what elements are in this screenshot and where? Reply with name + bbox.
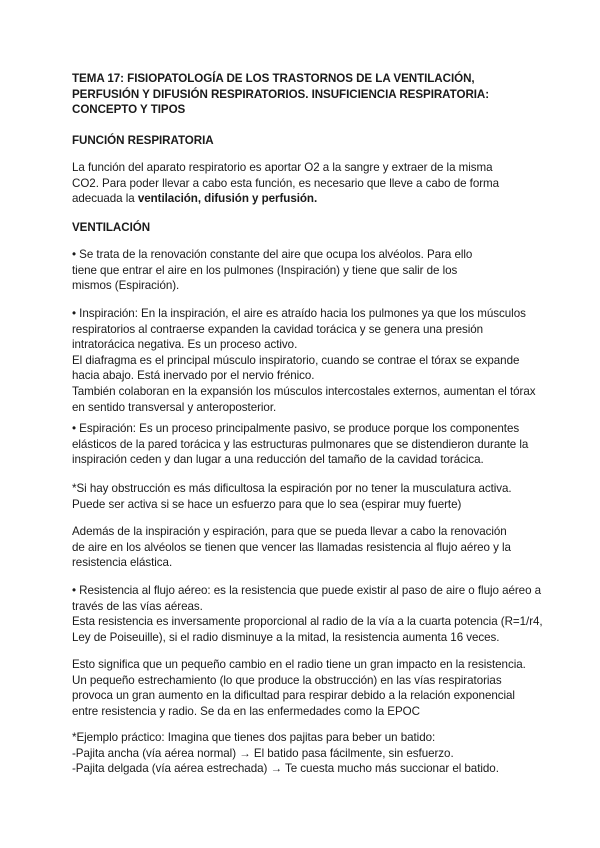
text-line: CO2. Para poder llevar a cabo esta función, es necesario que lleve a cabo de forma bbox=[72, 176, 500, 190]
text-line: El diafragma es el principal músculo inspiratorio, cuando se contrae el tórax se expande bbox=[72, 353, 520, 367]
text-line: respiratorios al contraerse expanden la cavidad torácica y se genera una presión bbox=[72, 322, 484, 336]
text-line: *Ejemplo práctico: Imagina que tienes dos pajitas para beber un batido: bbox=[72, 731, 436, 744]
bold-text: ventilación, difusión y perfusión. bbox=[137, 192, 318, 206]
paragraph-funcion bbox=[72, 160, 542, 207]
paragraph-significado bbox=[72, 657, 542, 719]
text-line: Además de la inspiración y espiración, para que se pueda llevar a cabo la renovación bbox=[72, 525, 507, 538]
text-line: Esta resistencia es inversamente proporcional al radio de la vía a la cuarta potencia (R=1/r4, bbox=[72, 615, 543, 629]
text-line: inspiración ceden y dan lugar a una reducción del tamaño de la cavidad torácica. bbox=[72, 453, 484, 467]
text-line: • Espiración: Es un proceso principalmente pasivo, se produce porque los componentes bbox=[72, 422, 520, 435]
heading-ventilacion: VENTILACIÓN bbox=[72, 221, 151, 234]
paragraph-ejemplo-practico bbox=[72, 730, 542, 777]
title-line: TEMA 17: FISIOPATOLOGÍA DE LOS TRASTORNOS DE LA VENTILACIÓN, bbox=[72, 72, 475, 85]
text-line: elásticos de la pared torácica y las estructuras pulmonares que se distendieron durante la bbox=[72, 437, 529, 451]
text-line: • Se trata de la renovación constante del aire que ocupa los alvéolos. Para ello bbox=[72, 248, 473, 261]
text-line: • Resistencia al flujo aéreo: es la resistencia que puede existir al paso de aire o flujo aéreo a bbox=[72, 584, 542, 597]
text-line: de aire en los alvéolos se tienen que vencer las llamadas resistencia al flujo aéreo y la bbox=[72, 540, 511, 554]
text-line: -Pajita delgada (vía aérea estrechada) → Te cuesta mucho más succionar el batido. bbox=[72, 762, 499, 776]
text-line: Puede ser activa si se hace un esfuerzo para que lo sea (espirar muy fuerte) bbox=[72, 497, 462, 511]
text-line: hacia abajo. Está inervado por el nervio frénico. bbox=[72, 369, 315, 383]
title-line: PERFUSIÓN Y DIFUSIÓN RESPIRATORIOS. INSUFICIENCIA RESPIRATORIA: bbox=[72, 87, 490, 101]
text-line: Ley de Poiseuille), si el radio disminuye a la mitad, la resistencia aumenta 16 veces. bbox=[72, 630, 500, 644]
text-line: La función del aparato respiratorio es aportar O2 a la sangre y extraer de la misma bbox=[72, 161, 493, 174]
text-line: entre resistencia y radio. Se da en las enfermedades como la EPOC bbox=[72, 704, 420, 718]
text-line: • Inspiración: En la inspiración, el aire es atraído hacia los pulmones ya que los músculos bbox=[72, 307, 526, 320]
paragraph-nota-obstruccion bbox=[72, 481, 542, 512]
paragraph-espiracion bbox=[72, 421, 542, 468]
paragraph-resistencias bbox=[72, 524, 542, 571]
heading-funcion-respiratoria: FUNCIÓN RESPIRATORIA bbox=[72, 134, 214, 147]
text-line: tiene que entrar el aire en los pulmones (Inspiración) y tiene que salir de los bbox=[72, 263, 458, 277]
text-line: Un pequeño estrechamiento (lo que produce la obstrucción) en las vías respiratorias bbox=[72, 673, 502, 687]
text-line: provoca un gran aumento en la dificultad para respirar debido a la relación exponencial bbox=[72, 689, 515, 703]
document-title bbox=[72, 71, 542, 118]
paragraph-renovacion bbox=[72, 247, 542, 294]
text-line: través de las vías aéreas. bbox=[72, 599, 203, 613]
text-line: Esto significa que un pequeño cambio en el radio tiene un gran impacto en la resistencia. bbox=[72, 658, 526, 671]
title-line: CONCEPTO Y TIPOS bbox=[72, 103, 186, 117]
text-line: mismos (Espiración). bbox=[72, 279, 180, 293]
text-line: También colaboran en la expansión los músculos intercostales externos, aumentan el tórax bbox=[72, 384, 536, 398]
text-line bbox=[72, 191, 542, 207]
text-line: *Si hay obstrucción es más dificultosa la espiración por no tener la musculatura activa. bbox=[72, 482, 512, 495]
text-line: intratorácica negativa. Es un proceso activo. bbox=[72, 338, 298, 352]
paragraph-inspiracion bbox=[72, 306, 542, 415]
text-fragment: adecuada la bbox=[72, 192, 138, 206]
text-line: -Pajita ancha (vía aérea normal) → El batido pasa fácilmente, sin esfuerzo. bbox=[72, 746, 454, 760]
text-line: en sentido transversal y anteroposterior. bbox=[72, 400, 277, 414]
paragraph-resistencia-flujo bbox=[72, 583, 542, 645]
text-line: resistencia elástica. bbox=[72, 556, 173, 570]
